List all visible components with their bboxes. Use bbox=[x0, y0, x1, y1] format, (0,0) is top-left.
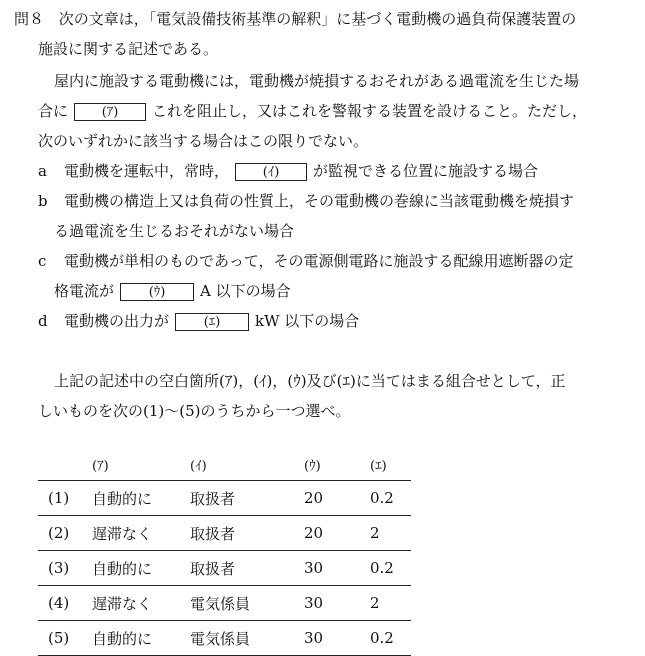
question-stem-line-1 bbox=[14, 8, 576, 30]
option-cell: 電気係員 bbox=[189, 621, 303, 656]
option-cell: 取扱者 bbox=[189, 551, 303, 586]
header-cell: (ｴ) bbox=[370, 458, 387, 474]
option-cell: 30 bbox=[303, 586, 369, 621]
option-cell: 20 bbox=[303, 516, 369, 551]
option-cell: 取扱者 bbox=[189, 516, 303, 551]
item-b-line-2: る過電流を生じるおそれがない場合 bbox=[54, 222, 295, 240]
item-a-mark: a bbox=[38, 162, 47, 180]
question-stem-text-1: 次の文章は，「電気設備技術基準の解釈」に基づく電動機の過負荷保護装置の bbox=[58, 10, 577, 28]
blank-d-box: (ｴ) bbox=[175, 313, 249, 331]
item-d-pre: 電動機の出力が bbox=[64, 312, 170, 330]
option-row-5[interactable] bbox=[38, 621, 411, 656]
answer-options-table bbox=[38, 448, 411, 656]
item-c-post: A 以下の場合 bbox=[200, 282, 291, 300]
item-c-text-1: 電動機が単相のものであって，その電源側電路に施設する配線用遮断器の定 bbox=[64, 252, 574, 270]
instruction-line-1: 上記の記述中の空白箇所(ｱ)，(ｲ)，(ｳ)及び(ｴ)に当てはまる組合せとして，正 bbox=[54, 372, 566, 390]
option-cell: 2 bbox=[369, 586, 411, 621]
option-cell: 30 bbox=[303, 621, 369, 656]
question-number: 問８ bbox=[14, 10, 45, 28]
passage-line-1: 屋内に施設する電動機には，電動機が焼損するおそれがある過電流を生じた場 bbox=[54, 72, 580, 90]
option-row-3[interactable] bbox=[38, 551, 411, 586]
blank-b-box: (ｲ) bbox=[235, 163, 307, 181]
item-b-line-1 bbox=[38, 190, 574, 212]
question-stem-line-2: 施設に関する記述である。 bbox=[38, 40, 219, 58]
option-cell: 遅滞なく bbox=[91, 516, 189, 551]
option-cell: 自動的に bbox=[91, 551, 189, 586]
item-a-post: が監視できる位置に施設する場合 bbox=[313, 162, 539, 180]
item-d bbox=[38, 310, 359, 332]
passage-line-3: 次のいずれかに該当する場合はこの限りでない。 bbox=[38, 132, 369, 150]
option-number: (5) bbox=[38, 621, 91, 656]
option-number: (3) bbox=[38, 551, 91, 586]
option-cell: 30 bbox=[303, 551, 369, 586]
option-cell: 2 bbox=[369, 516, 411, 551]
blank-a-box: (ｱ) bbox=[74, 103, 146, 121]
item-d-mark: d bbox=[38, 312, 48, 330]
item-b-text-1: 電動機の構造上又は負荷の性質上，その電動機の巻線に当該電動機を焼損す bbox=[64, 192, 575, 210]
blank-c-box: (ｳ) bbox=[120, 283, 194, 301]
option-cell: 0.2 bbox=[369, 551, 411, 586]
passage-line-2-post: これを阻止し，又はこれを警報する装置を設けること。ただし， bbox=[152, 102, 588, 120]
option-cell: 自動的に bbox=[91, 481, 189, 516]
option-cell: 0.2 bbox=[369, 481, 411, 516]
option-number: (1) bbox=[38, 481, 91, 516]
header-cell bbox=[38, 448, 91, 481]
option-cell: 取扱者 bbox=[189, 481, 303, 516]
item-a bbox=[38, 160, 538, 182]
option-cell: 遅滞なく bbox=[91, 586, 189, 621]
option-number: (2) bbox=[38, 516, 91, 551]
header-cell: (ｳ) bbox=[304, 458, 321, 474]
header-cell: (ｲ) bbox=[190, 458, 207, 474]
header-cell: (ｱ) bbox=[92, 458, 109, 474]
option-cell: 電気係員 bbox=[189, 586, 303, 621]
item-a-pre: 電動機を運転中，常時， bbox=[64, 162, 230, 180]
item-b-mark: b bbox=[38, 192, 48, 210]
option-cell: 20 bbox=[303, 481, 369, 516]
answer-options-header-row bbox=[38, 448, 411, 481]
item-d-post: kW 以下の場合 bbox=[255, 312, 360, 330]
passage-line-2 bbox=[38, 100, 587, 122]
item-c-line-2 bbox=[54, 280, 291, 302]
option-row-2[interactable] bbox=[38, 516, 411, 551]
item-c-line-1 bbox=[38, 250, 574, 272]
option-row-1[interactable] bbox=[38, 481, 411, 516]
item-c-mark: c bbox=[38, 252, 47, 270]
option-cell: 自動的に bbox=[91, 621, 189, 656]
option-cell: 0.2 bbox=[369, 621, 411, 656]
instruction-line-2: しいものを次の(1)～(5)のうちから一つ選べ。 bbox=[38, 402, 351, 420]
option-row-4[interactable] bbox=[38, 586, 411, 621]
option-number: (4) bbox=[38, 586, 91, 621]
passage-line-2-pre: 合に bbox=[38, 102, 69, 120]
item-c-pre: 格電流が bbox=[54, 282, 115, 300]
